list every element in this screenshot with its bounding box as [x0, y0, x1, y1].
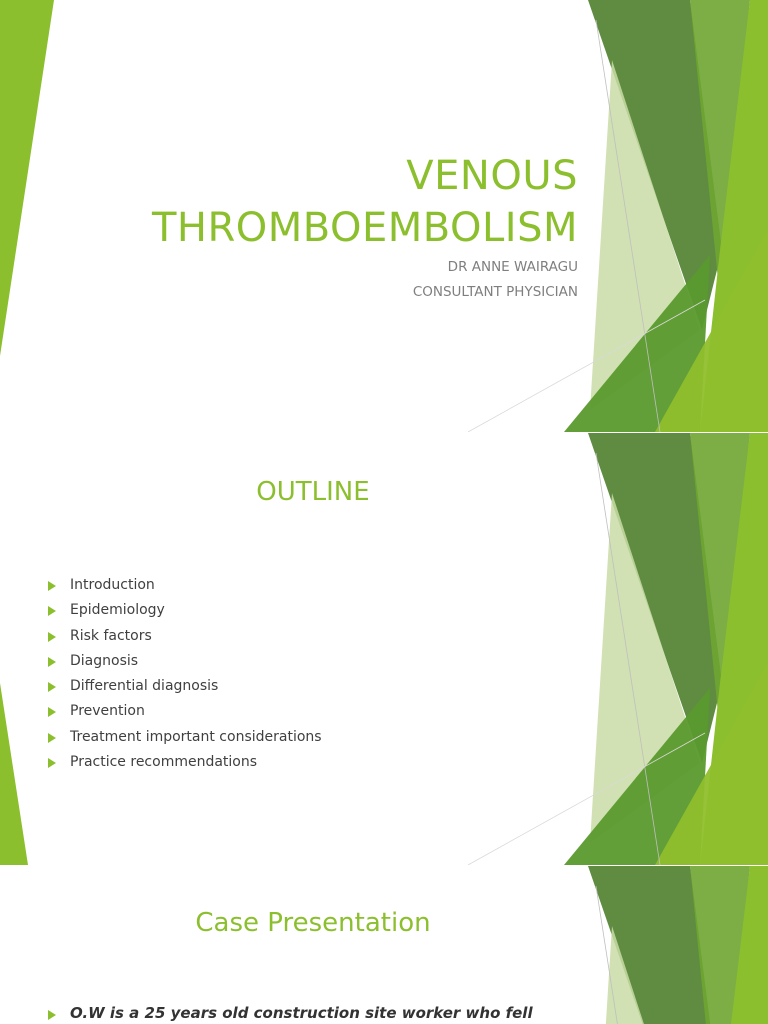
- slide-outline: [0, 433, 768, 865]
- bullet-arrow-icon: [48, 632, 56, 642]
- outline-list: [48, 573, 322, 775]
- case-heading: Case Presentation: [195, 908, 431, 938]
- bullet-arrow-icon: [48, 733, 56, 743]
- presenter-info: [413, 255, 578, 305]
- outline-heading: OUTLINE: [256, 477, 370, 507]
- bullet-arrow-icon: [48, 581, 56, 591]
- title-line-2: THROMBOEMBOLISM: [151, 205, 578, 251]
- slide-title: [0, 0, 768, 432]
- list-item: Practice recommendations: [48, 750, 322, 775]
- left-accent-shape: [0, 0, 54, 356]
- bullet-arrow-icon: [48, 1010, 56, 1020]
- bullet-arrow-icon: [48, 682, 56, 692]
- presentation-title: [152, 150, 578, 254]
- bullet-arrow-icon: [48, 758, 56, 768]
- bullet-arrow-icon: [48, 606, 56, 616]
- list-item: Treatment important considerations: [48, 725, 322, 750]
- list-item: Differential diagnosis: [48, 674, 322, 699]
- presenter-role: CONSULTANT PHYSICIAN: [412, 284, 578, 300]
- bullet-arrow-icon: [48, 657, 56, 667]
- list-item: Prevention: [48, 699, 322, 724]
- bullet-arrow-icon: [48, 707, 56, 717]
- case-text: O.W is a 25 years old construction site worker who fell: [70, 1004, 533, 1022]
- list-item: Diagnosis: [48, 649, 322, 674]
- list-item: Introduction: [48, 573, 322, 598]
- list-item: Risk factors: [48, 624, 322, 649]
- left-accent-shape: [0, 683, 28, 865]
- case-bullet: [48, 1004, 533, 1022]
- title-line-1: VENOUS: [406, 153, 578, 199]
- presenter-name: DR ANNE WAIRAGU: [447, 259, 578, 275]
- slide-decoration: [0, 866, 768, 1024]
- list-item: Epidemiology: [48, 598, 322, 623]
- slide-case-presentation: [0, 866, 768, 1024]
